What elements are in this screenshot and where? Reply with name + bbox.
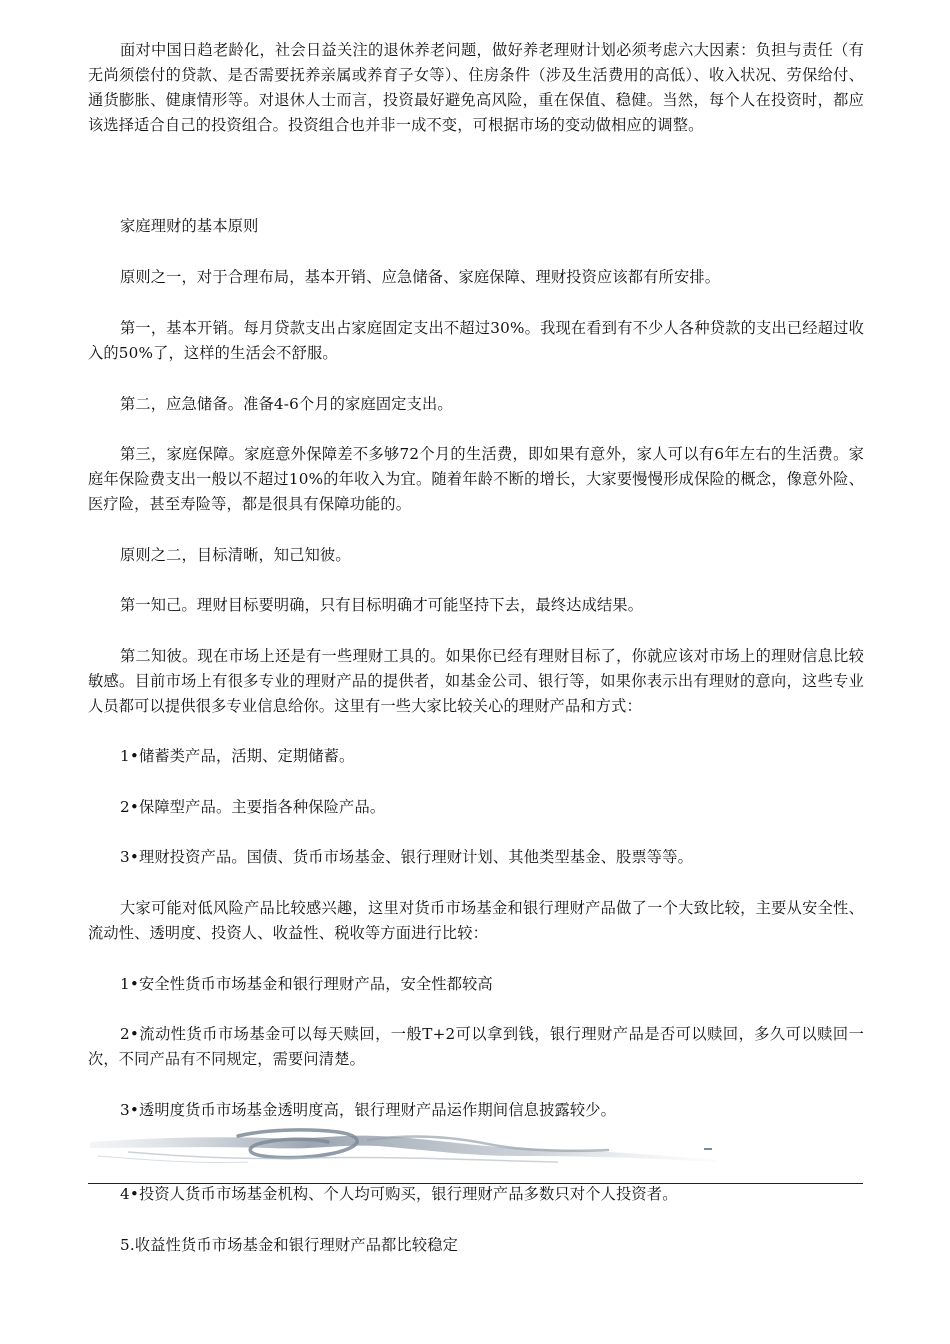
list-item: 1•储蓄类产品，活期、定期储蓄。 [120,747,355,765]
point-basic-expense: 第一，基本开销。每月贷款支出占家庭固定支出不超过30%。我现在看到有不少人各种贷款的支出已经超过收入的50%了，这样的生活会不舒服。 [88,319,864,362]
list-item: 3•理财投资产品。国债、货币市场基金、银行理财计划、其他类型基金、股票等等。 [120,848,693,866]
section-heading: 家庭理财的基本原则 [120,217,259,235]
comparison-intro: 大家可能对低风险产品比较感兴趣，这里对货币市场基金和银行理财产品做了一个大致比较，主要从安全性、流动性、透明度、投资人、收益性、税收等方面进行比较： [88,899,864,942]
dash-mark [704,1148,712,1150]
point-family-protection: 第三，家庭保障。家庭意外保障差不多够72个月的生活费，即如果有意外，家人可以有6年左右的生活费。家庭年保险费支出一般以不超过10%的年收入为宜。随着年龄不断的增长，大家要慢慢形成保险的概念，像意外险、医疗险，甚至寿险等，都是很具有保障功能的。 [88,445,864,513]
principle-one: 原则之一，对于合理布局，基本开销、应急储备、家庭保障、理财投资应该都有所安排。 [120,268,721,286]
list-item: 5.收益性货币市场基金和银行理财产品都比较稳定 [120,1236,459,1254]
list-item: 2•保障型产品。主要指各种保险产品。 [120,798,386,816]
brush-stroke-watermark [88,1126,718,1170]
list-item: 4•投资人货币市场基金机构、个人均可购买，银行理财产品多数只对个人投资者。 [120,1185,678,1203]
list-item: 1•安全性货币市场基金和银行理财产品，安全性都较高 [120,975,493,993]
point-know-yourself: 第一知己。理财目标要明确，只有目标明确才可能坚持下去，最终达成结果。 [120,596,644,614]
principle-two: 原则之二，目标清晰，知己知彼。 [120,546,351,564]
intro-paragraph: 面对中国日趋老龄化，社会日益关注的退休养老问题，做好养老理财计划必须考虑六大因素：负担与责任（有无尚须偿付的贷款、是否需要抚养亲属或养育子女等）、住房条件（涉及生活费用的高低）、收入状况、劳保给付、通货膨胀、健康情形等。对退休人士而言，投资最好避免高风险，重在保值、稳健。当然，每个人在投资时，都应该选择适合自己的投资组合。投资组合也并非一成不变，可根据市场的变动做相应的调整。 [88,41,864,134]
list-item: 3•透明度货币市场基金透明度高，银行理财产品运作期间信息披露较少。 [120,1101,617,1119]
list-item: 2•流动性货币市场基金可以每天赎回，一般T+2可以拿到钱，银行理财产品是否可以赎回，多久可以赎回一次，不同产品有不同规定，需要问清楚。 [88,1025,864,1068]
point-know-market: 第二知彼。现在市场上还是有一些理财工具的。如果你已经有理财目标了，你就应该对市场上的理财信息比较敏感。目前市场上有很多专业的理财产品的提供者，如基金公司、银行等，如果你表示出有理财的意向，这些专业人员都可以提供很多专业信息给你。这里有一些大家比较关心的理财产品和方式： [88,647,864,715]
point-emergency-reserve: 第二，应急储备。准备4-6个月的家庭固定支出。 [120,395,453,413]
